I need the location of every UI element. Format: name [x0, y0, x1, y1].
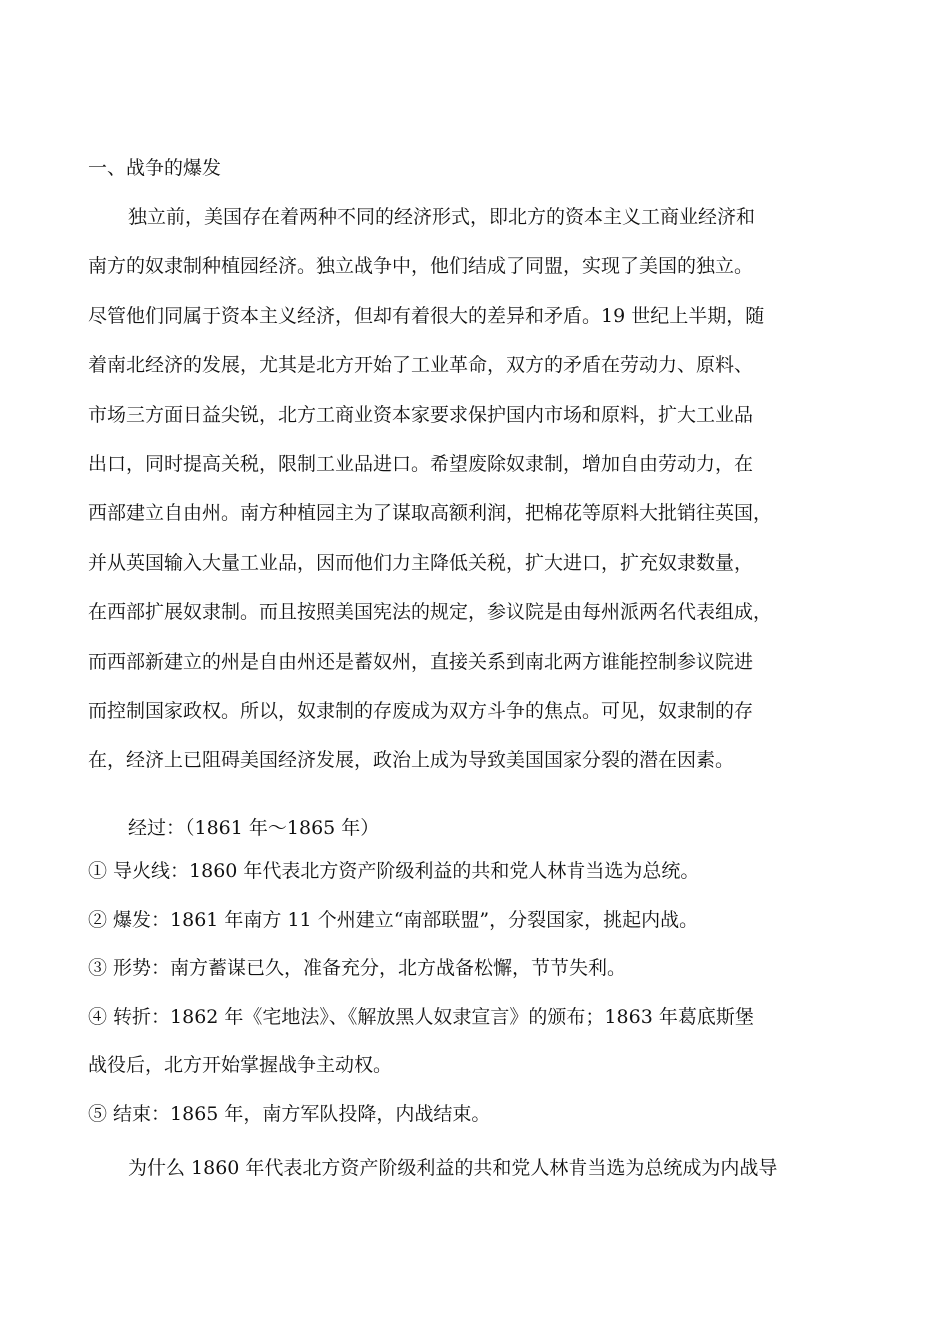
war-process-section	[88, 812, 754, 1146]
paragraph-line: 在，经济上已阻碍美国经济发展，政治上成为导致美国国家分裂的潜在因素。	[88, 749, 735, 772]
paragraph-line: 而控制国家政权。所以，奴隶制的存废成为双方斗争的焦点。可见，奴隶制的存	[88, 699, 754, 722]
paragraph-line: 尽管他们同属于资本主义经济，但却有着很大的差异和矛盾。19 世纪上半期，随	[88, 304, 765, 327]
paragraph-line: 而西部新建立的州是自由州还是蓄奴州，直接关系到南北两方谁能控制参议院进	[88, 650, 754, 673]
process-item-turning-point: ④ 转折：1862 年《宅地法》、《解放黑人奴隶宣言》的颁布；1863 年葛底斯堡	[88, 1005, 754, 1028]
process-item-fuse: ① 导火线：1860 年代表北方资产阶级利益的共和党人林肯当选为总统。	[88, 860, 700, 882]
paragraph-line: 在西部扩展奴隶制。而且按照美国宪法的规定，参议院是由每州派两名代表组成，	[88, 601, 773, 624]
process-item-outbreak: ② 爆发：1861 年南方 11 个州建立“南部联盟”，分裂国家，挑起内战。	[88, 908, 699, 931]
paragraph-line: 着南北经济的发展，尤其是北方开始了工业革命，双方的矛盾在劳动力、原料、	[88, 354, 754, 377]
paragraph-line: 西部建立自由州。南方种植园主为了谋取高额利润，把棉花等原料大批销往英国，	[88, 502, 773, 525]
section-heading: 一、战争的爆发	[88, 157, 222, 179]
paragraph-line: 并从英国输入大量工业品，因而他们力主降低关税，扩大进口，扩充奴隶数量，	[88, 551, 754, 574]
paragraph-line: 独立前，美国存在着两种不同的经济形式，即北方的资本主义工商业经济和	[128, 206, 756, 228]
paragraph-line: 出口，同时提高关税，限制工业品进口。希望废除奴隶制，增加自由劳动力，在	[88, 452, 754, 475]
paragraph-line: 南方的奴隶制种植园经济。独立战争中，他们结成了同盟，实现了美国的独立。	[88, 255, 754, 278]
question-line: 为什么 1860 年代表北方资产阶级利益的共和党人林肯当选为总统成为内战导	[128, 1157, 778, 1179]
process-title: 经过：（1861 年～1865 年）	[128, 817, 380, 839]
paragraph-line: 市场三方面日益尖锐，北方工商业资本家要求保护国内市场和原料，扩大工业品	[88, 403, 754, 426]
process-item-turning-point-cont: 战役后，北方开始掌握战争主动权。	[88, 1054, 393, 1076]
process-item-situation: ③ 形势：南方蓄谋已久，准备充分，北方战备松懈，节节失利。	[88, 957, 627, 979]
background-paragraph	[88, 193, 772, 786]
process-item-end: ⑤ 结束：1865 年，南方军队投降，内战结束。	[88, 1102, 491, 1125]
